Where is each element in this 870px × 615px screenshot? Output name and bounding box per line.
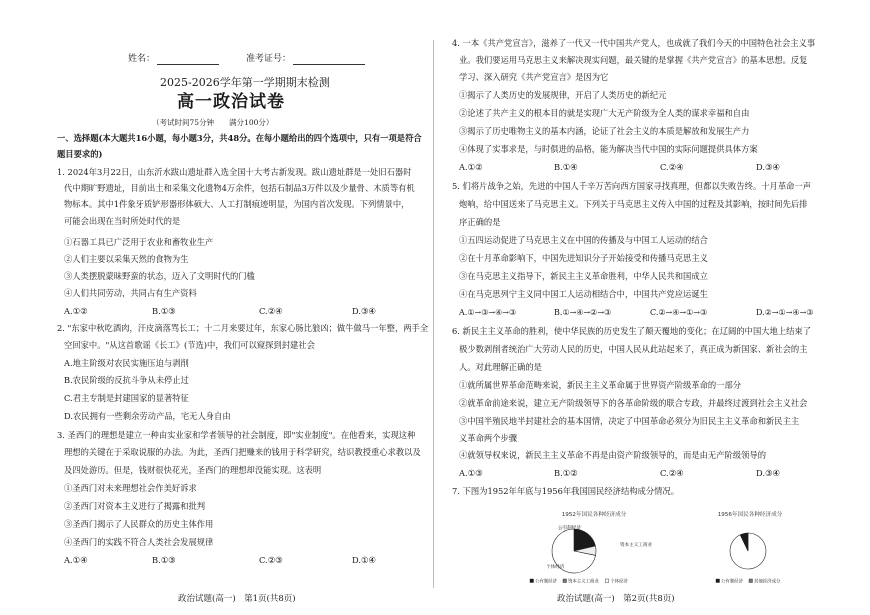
q3-stem: 理想的关键在于采取说服的办法。为此，圣西门把赚来的钱用于科学研究，结识教授重心求教以及 [64,447,421,457]
section-heading-line2: 题目要求的) [57,149,103,159]
q4-statement: ②论述了共产主义的根本目的就是实现广大无产阶级为全人类的谋求幸福和自由 [459,108,750,118]
q7-stem: 7. 下图为1952年年底与1956年我国国民经济结构成分情况。 [452,486,680,496]
q2-stem: 空回家中。"从这首歌谣《长工》(节选)中，我们可以窥探到封建社会 [64,340,315,350]
q3-stem: 3. 圣西门的理想是建立一种由实业家和学者领导的社会制度，即"实业制度"。在他看来，实现这种 [57,430,416,440]
q4-statement: ④体现了实事求是，与时俱进的品格，能为解决当代中国的实际问题提供具体方案 [459,144,758,154]
legend-label: 个体经济 [610,579,628,585]
q4-option-d[interactable]: D.③④ [756,162,780,172]
exam-info: （考试时间75分钟 满分100分） [152,118,274,127]
q5-option-a[interactable]: A.①→③→④→③ [459,308,517,317]
page-footer: 政治试题(高一) 第2页(共8页) [557,594,675,604]
left-page [0,0,430,615]
chart-1956-pie [730,533,766,569]
q1-stem: 物标本。其中1件象牙质铲形器形体硕大、人工打制痕迹明显，为国内首次发现。下列情景中， [64,199,410,209]
legend-swatch [563,579,567,583]
q4-option-a[interactable]: A.①② [459,162,483,172]
q6-statement: ④就领导权来说，新民主主义革命不再是由资产阶级领导的，而是由无产阶级领导的 [459,450,766,460]
q4-stem: 4. 一本《共产党宣言》，滋养了一代又一代中国共产党人，也成就了我们今天的中国特色社会主义事 [452,38,816,48]
q5-statement: ④在马克思列宁主义同中国工人运动相结合中，中国共产党应运诞生 [459,289,708,299]
section-heading-line1: 一、选择题(本大题共16小题，每小题3分，共48分。在每小题给出的四个选项中，只有一项是符合 [57,133,422,143]
term-heading: 2025-2026学年第一学期期末检测 [160,76,330,89]
q1-statement: ④人们共同劳动，共同占有生产资料 [64,288,197,298]
slice-label: 资本主义工商业 [620,543,653,548]
q1-option-d[interactable]: D.③④ [352,306,376,316]
q5-stem: 5. 们将片战争之始，先进的中国人千辛万苦向西方国家寻找真理，但都以失败告终。十月革命一声 [452,181,812,191]
name-blank[interactable] [157,55,219,65]
legend-swatch [605,579,609,583]
q4-option-c[interactable]: C.②④ [660,162,684,172]
chart-1952-legend [530,578,628,585]
q2-stem: 2. "东家中秋吃酒肉，汗皮滴落骂长工；十二月来要过年，东家心肠比狼凶；做牛做马一年整，两手全 [57,323,429,333]
q6-stem: 极少数剥削者统治广大劳动人民的历史，中国人民从此站起来了，真正成为新国家、新社会的主 [459,344,808,354]
q3-option-c[interactable]: C.②③ [259,555,283,565]
q1-option-a[interactable]: A.①② [64,306,88,316]
page-divider [433,40,434,588]
q5-option-c[interactable]: C.②→④→①→③ [650,308,708,317]
q3-option-b[interactable]: B.①③ [152,555,176,565]
q1-statement: ②人们主要以采集天然的食物为生 [64,254,189,264]
q5-option-b[interactable]: B.①→④→②→③ [554,308,612,317]
q6-statement: ③中国半殖民地半封建社会的基本国情，决定了中国革命必须分为旧民主主义革命和新民主主 [459,416,800,426]
q3-statement: ②圣西门对资本主义进行了揭露和批判 [64,501,206,511]
q6-stem: 6. 新民主主义革命的胜利，使中华民族的历史发生了颠天覆地的变化；在辽阔的中国大地上结束了 [452,326,812,336]
q6-statement: ①就所属世界革命范畴来说，新民主主义革命属于世界资产阶级革命的一部分 [459,380,742,390]
q1-option-b[interactable]: B.①③ [152,306,176,316]
q4-statement: ①揭示了人类历史的发展规律，开启了人类历史的新纪元 [459,90,667,100]
name-field[interactable] [128,54,219,65]
q4-stem: 业。我们要运用马克思主义来解决现实问题，最关键的是掌握《共产党宣言》的基本思想。反复 [459,55,808,65]
q6-option-b[interactable]: B.①② [554,468,578,478]
name-label: 姓名： [128,54,156,64]
ticket-label: 准考证号： [246,54,292,64]
slice-label: 公有制经济 [558,526,581,531]
q5-statement: ②在十月革命影响下，中国先进知识分子开始接受和传播马克思主义 [459,253,708,263]
q6-stem: 人。对此理解正确的是 [459,362,542,372]
q5-stem: 炮响，给中国送来了马克思主义。下列关于马克思主义传入中国的过程及其影响，按时间先后排 [459,199,808,209]
q3-option-a[interactable]: A.①④ [64,555,88,565]
q5-statement: ①五四运动促进了马克思主义在中国的传播及与中国工人运动的结合 [459,235,708,245]
chart-1952-title: 1952年国民各种经济成分 [561,512,627,518]
q1-stem: 代中期旷野遗址，目前出土和采集文化遗物4万余件，包括石制品3万件以及少量骨、木质等有机 [64,183,415,193]
q2-option-c[interactable]: C.君主专制是封建国家的显著特征 [64,393,189,403]
q3-statement: ③圣西门揭示了人民群众的历史主体作用 [64,519,214,529]
q5-stem: 序正确的是 [459,217,501,227]
q1-option-c[interactable]: C.②④ [259,306,283,316]
q4-statement: ③揭示了历史唯物主义的基本内涵，论证了社会主义的本质是解放和发展生产力 [459,126,750,136]
right-page [436,0,870,615]
legend-swatch [530,579,534,583]
chart-1956-title: 1956年国民各种经济成分 [717,512,783,518]
q6-option-c[interactable]: C.②④ [660,468,684,478]
q3-statement: ①圣西门对未来理想社会作美好诉求 [64,483,197,493]
legend-label: 资本主义工商业 [568,579,599,585]
q6-statement: 义革命两个步骤 [459,433,518,443]
page-footer: 政治试题(高一) 第1页(共8页) [178,594,296,604]
q2-option-b[interactable]: B.农民阶级的反抗斗争从未停止过 [64,375,189,385]
q4-stem: 学习、深入研究《共产党宣言》是因为它 [459,72,609,82]
q3-option-d[interactable]: D.①④ [352,555,376,565]
q2-option-d[interactable]: D.农民拥有一些剩余劳动产品，宅无人身自由 [64,411,231,421]
slice-label: 个体经济 [546,565,565,570]
legend-label: 公有制经济 [721,579,743,585]
q1-stem: 1. 2024年3月22日，山东沂水跋山遗址群入选全国十大考古新发现。跋山遗址群是一处旧石器时 [57,167,412,177]
q4-option-b[interactable]: B.①④ [554,162,578,172]
q6-option-d[interactable]: D.③④ [756,468,780,478]
legend-label: 其他经济成分 [754,579,781,585]
q1-statement: ③人类摆脱蒙昧野蛮的状态，迈入了文明时代的门槛 [64,271,255,281]
ticket-blank[interactable] [293,55,365,65]
q1-stem: 可能会出现在当时所处时代的是 [64,216,181,226]
economy-pie-charts [516,506,816,588]
ticket-field[interactable] [246,54,365,65]
q3-statement: ④圣西门的实践不符合人类社会发展规律 [64,537,214,547]
exam-title: 高一政治试卷 [177,92,285,112]
q5-statement: ③在马克思主义指导下，新民主主义革命胜利，中华人民共和国成立 [459,271,708,281]
q1-statement: ①石器工具已广泛用于农业和畜牧业生产 [64,237,214,247]
q2-option-a[interactable]: A.地主阶级对农民实施压迫与剥削 [64,358,189,368]
q6-option-a[interactable]: A.①③ [459,468,483,478]
q5-option-d[interactable]: D.②→①→④→③ [756,308,814,317]
q6-statement: ②就革命前途来说，建立无产阶级领导下的各革命阶级的联合专政，并最终过渡到社会主义社会 [459,398,808,408]
q3-stem: 及四处游历。但是，钱财很快花光，圣西门的理想却没能实现。这表明 [64,465,322,475]
legend-swatch [716,579,720,583]
chart-1956-legend [716,578,781,585]
legend-label: 公有制经济 [535,579,557,585]
legend-swatch [749,579,753,583]
